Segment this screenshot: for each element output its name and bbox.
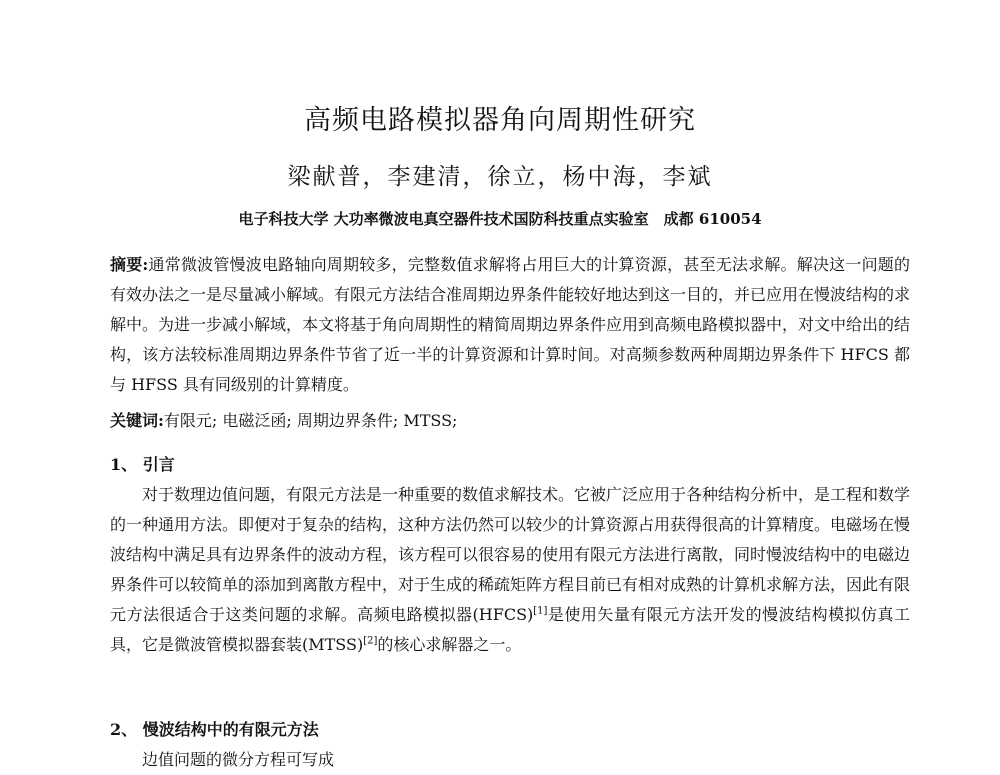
affiliation: 电子科技大学 大功率微波电真空器件技术国防科技重点实验室 成都 610054 — [238, 210, 762, 228]
paper-title: 高频电路模拟器角向周期性研究 — [304, 105, 696, 136]
section-2-heading: 2、 慢波结构中的有限元方法 — [110, 720, 319, 739]
keywords-label: 关键词: — [110, 411, 164, 430]
keywords — [110, 406, 910, 436]
section-1-heading: 1、 引言 — [110, 455, 175, 474]
citation-2: [2] — [363, 635, 378, 647]
abstract-text: 通常微波管慢波电路轴向周期较多，完整数值求解将占用巨大的计算资源，甚至无法求解。解决这一问题的有效办法之一是尽量减小解域。有限元方法结合准周期边界条件能较好地达到这一目的，并已应用在慢波结构的求解中。为进一步减小解域，本文将基于角向周期性的精简周期边界条件应用到高频电路模拟器中，对文中给出的结构，该方法较标准周期边界条件节省了近一半的计算资源和计算时间。对高频参数两种周期边界条件下 HFCS 都与 HFSS 具有同级别的计算精度。 — [110, 255, 911, 394]
intro-paragraph — [110, 480, 910, 660]
section-2-text: 边值问题的微分方程可写成 — [142, 750, 335, 769]
abstract — [110, 250, 910, 400]
intro-text-part-2: 是使用矢量有限元方法开发的慢波结构模拟仿真工具，它是微波管模拟器套装(MTSS) — [110, 605, 910, 654]
abstract-label: 摘要: — [110, 255, 149, 274]
author-list: 梁献普，李建清，徐立，杨中海，李斌 — [287, 164, 713, 190]
keywords-text: 有限元; 电磁泛函; 周期边界条件; MTSS; — [163, 411, 458, 430]
intro-text-part-1: 对于数理边值问题，有限元方法是一种重要的数值求解技术。它被广泛应用于各种结构分析中，是工程和数学的一种通用方法。即便对于复杂的结构，这种方法仍然可以较少的计算资源占用获得很高的计算精度。电磁场在慢波结构中满足具有边界条件的波动方程，该方程可以很容易的使用有限元方法进行离散，同时慢波结构中的电磁边界条件可以较简单的添加到离散方程中，对于生成的稀疏矩阵方程目前已有相对成熟的计算机求解方法，因此有限元方法很适合于这类问题的求解。高频电路模拟器(HFCS) — [110, 485, 911, 624]
citation-1: [1] — [533, 605, 548, 617]
intro-text-part-3: 的核心求解器之一。 — [377, 635, 522, 654]
